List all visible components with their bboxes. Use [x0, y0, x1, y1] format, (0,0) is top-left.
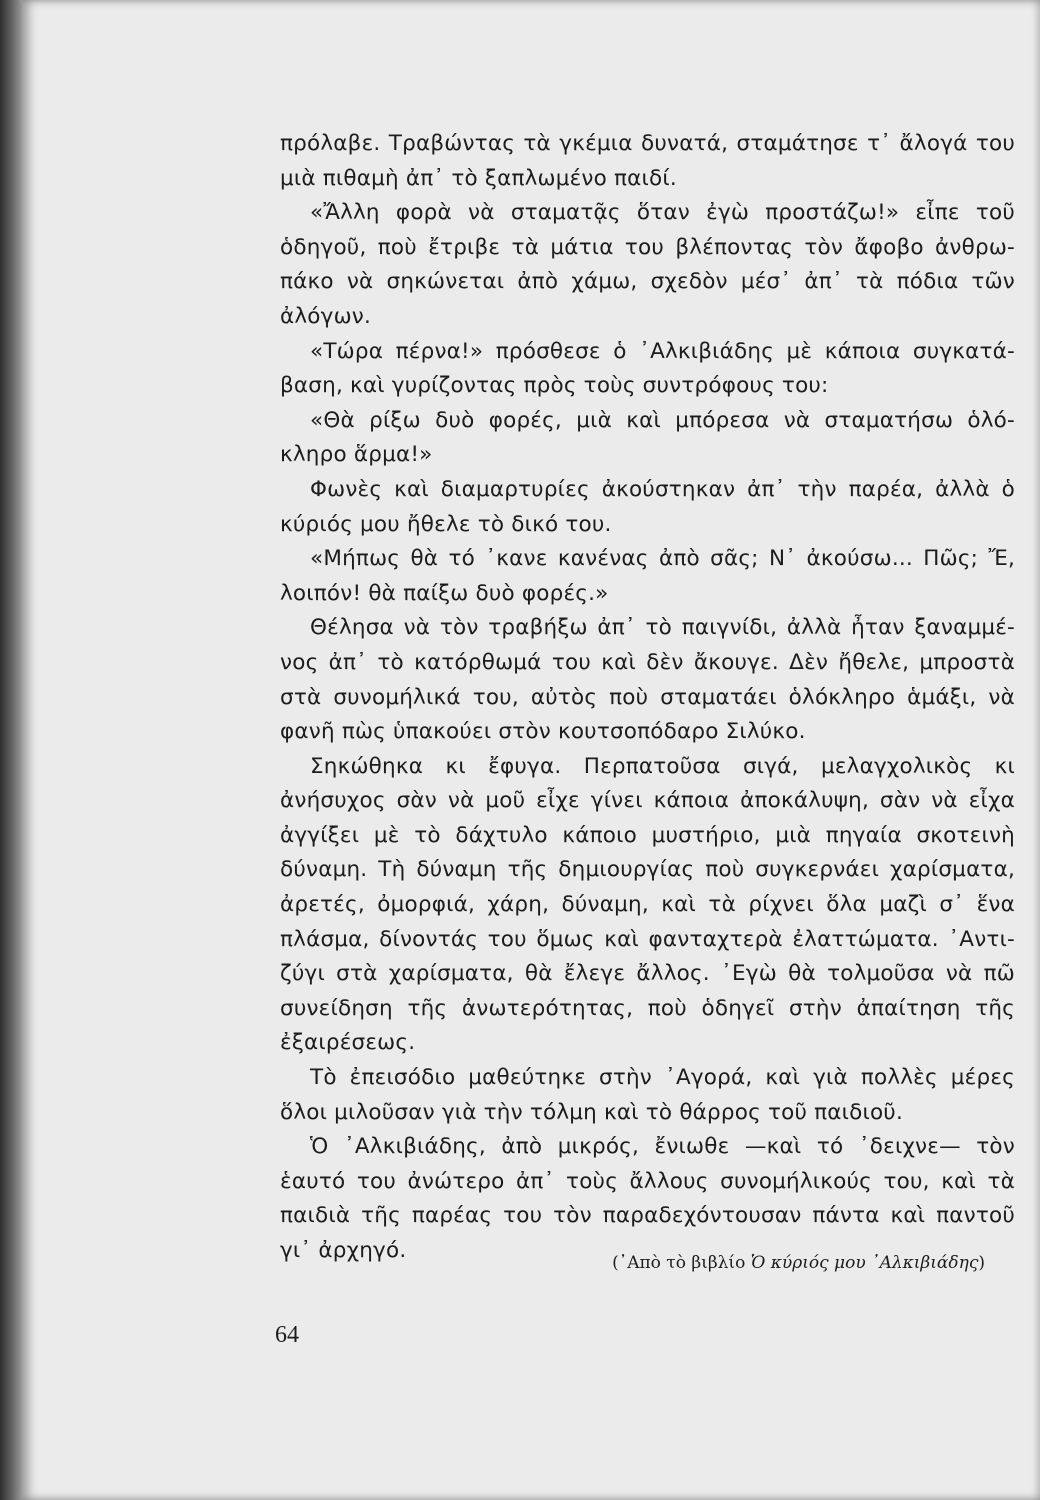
text-line: ἐξαιρέσεως.: [280, 1030, 416, 1056]
text-line: βαση, καὶ γυρίζοντας πρὸς τοὺς συντρόφους του:: [280, 373, 829, 399]
text-line: «Τώρα πέρνα!» πρόσθεσε ὁ ᾽Αλκιβιάδης μὲ κάποια συγκατά-: [310, 338, 1015, 364]
paragraph: [280, 196, 1015, 334]
text-line: ζύγι στὰ χαρίσματα, θὰ ἔλεγε ἄλλος. ᾽Εγὼ θὰ τολμοῦσα νὰ πῶ: [280, 961, 1015, 987]
text-line: μιὰ πιθαμὴ ἀπ᾽ τὸ ξαπλωμένο παιδί.: [280, 165, 677, 191]
book-spine-shadow: [0, 0, 22, 1500]
text-line: ἀνήσυχος σὰν νὰ μοῦ εἶχε γίνει κάποια ἀποκάλυψη, σὰν νὰ εἶχα: [280, 788, 1015, 814]
paragraph: [280, 127, 1015, 196]
text-line: Ὁ ᾽Αλκιβιάδης, ἀπὸ μικρός, ἔνιωθε —καὶ τό ᾽δειχνε— τὸν: [310, 1134, 1015, 1160]
text-line: Τὸ ἐπεισόδιο μαθεύτηκε στὴν ᾽Αγορά, καὶ γιὰ πολλὲς μέρες: [310, 1065, 1015, 1091]
paragraph: [280, 473, 1015, 542]
source-book-title: Ὁ κύριός μου ᾽Αλκιβιάδης: [750, 1253, 979, 1273]
text-line: παιδιὰ τῆς παρέας του τὸν παραδεχόντουσαν πάντα καὶ παντοῦ: [280, 1203, 1015, 1229]
paragraph: [280, 542, 1015, 611]
source-citation: [612, 1253, 985, 1273]
text-line: ἀλόγων.: [280, 303, 372, 329]
text-line: πάκο νὰ σηκώνεται ἀπὸ χάμω, σχεδὸν μέσ᾽ ἀπ᾽ τὰ πόδια τῶν: [280, 269, 1015, 295]
text-line: πλάσμα, δίνοντάς του ὅμως καὶ φανταχτερὰ ἐλαττώματα. ᾽Αντι-: [280, 926, 1015, 952]
text-line: «Ἄλλη φορὰ νὰ σταματᾷς ὅταν ἐγὼ προστάζω!» εἶπε τοῦ: [310, 200, 1015, 226]
body-text: [280, 127, 1015, 1269]
paragraph: [280, 611, 1015, 749]
text-line: φανῆ πὼς ὑπακούει στὸν κουτσοπόδαρο Σιλύκο.: [280, 719, 806, 745]
text-line: γι᾽ ἀρχηγό.: [280, 1238, 407, 1263]
paragraph: [280, 404, 1015, 473]
text-line: ἀγγίξει μὲ τὸ δάχτυλο κάποιο μυστήριο, μιὰ πηγαία σκοτεινὴ: [280, 822, 1015, 848]
text-line: Σηκώθηκα κι ἔφυγα. Περπατοῦσα σιγά, μελαγχολικὸς κι: [310, 753, 1015, 779]
text-line: ὅλοι μιλοῦσαν γιὰ τὴν τόλμη καὶ τὸ θάρρος τοῦ παιδιοῦ.: [280, 1099, 903, 1125]
paragraph: [280, 1061, 1015, 1130]
text-line: πρόλαβε. Τραβώντας τὰ γκέμια δυνατά, σταμάτησε τ᾽ ἄλογά του: [280, 131, 1015, 156]
source-prefix: (᾽Απὸ τὸ βιβλίο: [612, 1253, 751, 1273]
text-line: Θέλησα νὰ τὸν τραβήξω ἀπ᾽ τὸ παιγνίδι, ἀλλὰ ἦταν ξαναμμέ-: [310, 615, 1015, 641]
text-line: λοιπόν! θὰ παίξω δυὸ φορές.»: [280, 580, 609, 606]
text-line: ἀρετές, ὀμορφιά, χάρη, δύναμη, καὶ τὰ ρίχνει ὅλα μαζὶ σ᾽ ἕνα: [280, 892, 1015, 918]
text-line: «Θὰ ρίξω δυὸ φορές, μιὰ καὶ μπόρεσα νὰ σταματήσω ὁλό-: [310, 407, 1015, 433]
text-line: δύναμη. Τὴ δύναμη τῆς δημιουργίας ποὺ συγκερνάει χαρίσματα,: [280, 857, 1015, 883]
book-page: [22, 0, 1040, 1500]
page-number: 64: [275, 1322, 299, 1348]
text-line: Φωνὲς καὶ διαμαρτυρίες ἀκούστηκαν ἀπ᾽ τὴν παρέα, ἀλλὰ ὁ: [310, 476, 1015, 502]
text-line: κληρο ἅρμα!»: [280, 442, 433, 468]
paragraph: [280, 1130, 1015, 1268]
text-line: στὰ συνομήλικά του, αὐτὸς ποὺ σταματάει ὁλόκληρο ἁμάξι, νὰ: [280, 684, 1015, 710]
paragraph: [280, 750, 1015, 1061]
text-line: νος ἀπ᾽ τὸ κατόρθωμά του καὶ δὲν ἄκουγε. Δὲν ἤθελε, μπροστὰ: [280, 649, 1015, 675]
text-line: ὁδηγοῦ, ποὺ ἔτριβε τὰ μάτια του βλέποντας τὸν ἄφοβο ἀνθρω-: [280, 234, 1015, 260]
text-line: κύριός μου ἤθελε τὸ δικό του.: [280, 511, 612, 537]
text-line: ἑαυτό του ἀνώτερο ἀπ᾽ τοὺς ἄλλους συνομήλικούς του, καὶ τὰ: [280, 1168, 1015, 1194]
source-suffix: ): [978, 1253, 985, 1273]
text-line: συνείδηση τῆς ἀνωτερότητας, ποὺ ὁδηγεῖ στὴν ἀπαίτηση τῆς: [280, 995, 1015, 1021]
paragraph: [280, 335, 1015, 404]
text-line: «Μήπως θὰ τό ᾽κανε κανένας ἀπὸ σᾶς; Ν᾽ ἀκούσω... Πῶς; Ἔ,: [310, 546, 1015, 572]
